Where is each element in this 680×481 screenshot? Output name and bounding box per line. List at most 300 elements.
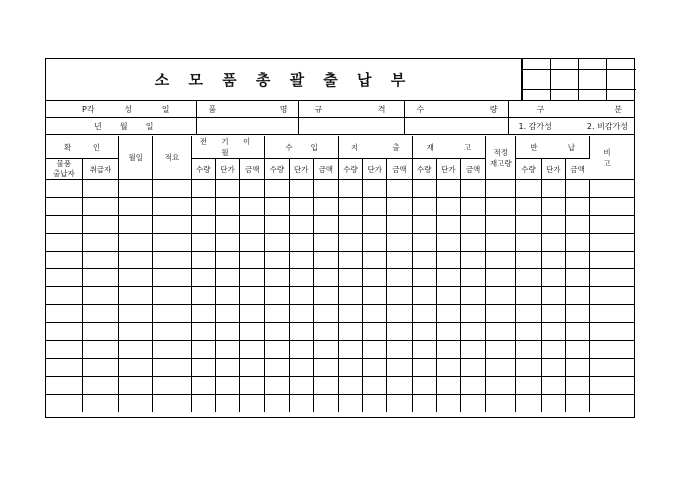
table-cell[interactable] [516,251,541,269]
table-cell[interactable] [289,376,313,394]
table-cell[interactable] [46,358,82,376]
table-cell[interactable] [338,233,362,251]
table-cell[interactable] [338,197,362,215]
table-cell[interactable] [460,233,485,251]
table-cell[interactable] [541,269,565,287]
table-cell[interactable] [191,394,215,412]
class-option-nondepreciable[interactable]: 2. 비감가성 [586,121,628,131]
table-cell[interactable] [215,305,239,323]
table-cell[interactable] [240,233,265,251]
table-cell[interactable] [590,233,634,251]
table-cell[interactable] [338,215,362,233]
qty-field[interactable] [404,118,508,135]
table-cell[interactable] [265,287,289,305]
table-cell[interactable] [82,215,118,233]
table-cell[interactable] [412,251,436,269]
table-cell[interactable] [436,269,460,287]
table-cell[interactable] [153,394,191,412]
table-cell[interactable] [46,323,82,341]
table-cell[interactable] [313,233,338,251]
table-cell[interactable] [486,376,516,394]
table-cell[interactable] [460,358,485,376]
table-cell[interactable] [119,394,153,412]
table-cell[interactable] [460,341,485,359]
table-cell[interactable] [590,394,634,412]
table-cell[interactable] [363,197,387,215]
table-cell[interactable] [215,215,239,233]
table-cell[interactable] [460,215,485,233]
item-field[interactable] [196,118,298,135]
table-cell[interactable] [215,376,239,394]
table-cell[interactable] [191,180,215,198]
table-cell[interactable] [265,376,289,394]
table-cell[interactable] [565,233,589,251]
table-cell[interactable] [541,215,565,233]
table-cell[interactable] [289,197,313,215]
table-cell[interactable] [46,394,82,412]
table-cell[interactable] [412,376,436,394]
table-cell[interactable] [46,197,82,215]
table-cell[interactable] [265,233,289,251]
table-cell[interactable] [338,287,362,305]
table-cell[interactable] [289,233,313,251]
table-cell[interactable] [153,180,191,198]
table-cell[interactable] [153,376,191,394]
table-cell[interactable] [590,287,634,305]
table-cell[interactable] [460,394,485,412]
approval-cell[interactable] [523,90,551,100]
table-cell[interactable] [215,323,239,341]
table-cell[interactable] [516,180,541,198]
approval-cell[interactable] [523,59,551,69]
table-cell[interactable] [516,323,541,341]
table-cell[interactable] [313,376,338,394]
table-cell[interactable] [313,305,338,323]
table-cell[interactable] [486,180,516,198]
table-cell[interactable] [541,305,565,323]
table-cell[interactable] [46,215,82,233]
ledger-form [45,58,635,418]
table-cell[interactable] [363,376,387,394]
table-cell[interactable] [46,180,82,198]
table-cell[interactable] [541,287,565,305]
table-cell[interactable] [412,269,436,287]
class-option-depreciable[interactable]: 1. 감가성 [518,121,552,131]
table-cell[interactable] [191,323,215,341]
table-cell[interactable] [541,180,565,198]
table-cell[interactable] [215,341,239,359]
table-cell[interactable] [82,358,118,376]
in-header [265,136,339,159]
table-cell[interactable] [541,197,565,215]
table-cell[interactable] [82,251,118,269]
table-cell[interactable] [565,341,589,359]
table-cell[interactable] [338,376,362,394]
table-cell[interactable] [313,215,338,233]
table-cell[interactable] [119,287,153,305]
table-cell[interactable] [486,269,516,287]
table-cell[interactable] [516,197,541,215]
table-cell[interactable] [215,287,239,305]
table-cell[interactable] [313,341,338,359]
table-cell[interactable] [289,358,313,376]
table-cell[interactable] [565,251,589,269]
table-cell[interactable] [412,215,436,233]
table-cell[interactable] [153,215,191,233]
table-cell[interactable] [412,358,436,376]
table-cell[interactable] [363,323,387,341]
table-cell[interactable] [338,251,362,269]
table-cell[interactable] [153,251,191,269]
table-cell[interactable] [338,341,362,359]
table-cell[interactable] [412,287,436,305]
table-cell[interactable] [436,251,460,269]
table-cell[interactable] [265,269,289,287]
table-cell[interactable] [240,323,265,341]
table-cell[interactable] [82,305,118,323]
table-cell[interactable] [516,233,541,251]
approval-cell[interactable] [551,59,579,69]
table-cell[interactable] [82,394,118,412]
table-cell[interactable] [289,251,313,269]
approval-cell[interactable] [607,59,636,69]
table-cell[interactable] [486,305,516,323]
table-cell[interactable] [338,394,362,412]
table-cell[interactable] [191,269,215,287]
table-cell[interactable] [541,323,565,341]
table-cell[interactable] [46,251,82,269]
approval-cell[interactable] [579,59,607,69]
table-cell[interactable] [436,305,460,323]
stock-header [412,136,486,159]
table-cell[interactable] [119,305,153,323]
table-cell[interactable] [215,251,239,269]
table-cell[interactable] [436,376,460,394]
table-cell[interactable] [240,269,265,287]
table-cell[interactable] [460,376,485,394]
table-cell[interactable] [265,394,289,412]
table-cell[interactable] [215,180,239,198]
table-cell[interactable] [590,323,634,341]
table-cell[interactable] [363,358,387,376]
approval-cell[interactable] [607,90,636,100]
table-cell[interactable] [82,376,118,394]
table-cell[interactable] [516,305,541,323]
table-cell[interactable] [46,287,82,305]
table-cell[interactable] [119,323,153,341]
table-cell[interactable] [460,251,485,269]
table-cell[interactable] [82,269,118,287]
table-cell[interactable] [313,287,338,305]
table-cell[interactable] [412,233,436,251]
table-cell[interactable] [240,251,265,269]
table-cell[interactable] [240,215,265,233]
table-cell[interactable] [191,215,215,233]
table-cell[interactable] [289,323,313,341]
table-cell[interactable] [565,394,589,412]
table-cell[interactable] [565,287,589,305]
table-cell[interactable] [46,305,82,323]
table-cell[interactable] [215,233,239,251]
table-row [46,215,634,233]
table-cell[interactable] [590,215,634,233]
table-cell[interactable] [191,376,215,394]
table-row [46,233,634,251]
table-cell[interactable] [265,341,289,359]
table-cell[interactable] [82,323,118,341]
table-cell[interactable] [460,323,485,341]
table-cell[interactable] [412,197,436,215]
table-cell[interactable] [363,233,387,251]
table-cell[interactable] [313,358,338,376]
table-cell[interactable] [565,376,589,394]
carry-price-header: 단가 [215,159,239,180]
table-cell[interactable] [460,305,485,323]
table-cell[interactable] [436,180,460,198]
table-cell[interactable] [82,180,118,198]
table-cell[interactable] [436,215,460,233]
table-cell[interactable] [565,215,589,233]
table-cell[interactable] [565,358,589,376]
table-cell[interactable] [313,269,338,287]
return-qty-header: 수량 [516,159,541,180]
approval-cell[interactable] [551,69,579,90]
table-cell[interactable] [82,233,118,251]
table-cell[interactable] [313,251,338,269]
table-cell[interactable] [240,341,265,359]
table-cell[interactable] [191,251,215,269]
table-cell[interactable] [387,180,412,198]
table-cell[interactable] [338,305,362,323]
table-cell[interactable] [486,341,516,359]
table-cell[interactable] [313,197,338,215]
table-cell[interactable] [516,394,541,412]
table-cell[interactable] [119,233,153,251]
table-cell[interactable] [436,287,460,305]
table-cell[interactable] [119,341,153,359]
table-cell[interactable] [363,305,387,323]
table-cell[interactable] [565,305,589,323]
table-cell[interactable] [338,180,362,198]
table-cell[interactable] [590,197,634,215]
table-cell[interactable] [363,215,387,233]
table-cell[interactable] [191,358,215,376]
table-cell[interactable] [460,269,485,287]
table-cell[interactable] [265,358,289,376]
table-cell[interactable] [119,215,153,233]
table-cell[interactable] [590,269,634,287]
table-cell[interactable] [338,323,362,341]
out-qty-header: 수량 [338,159,362,180]
table-cell[interactable] [153,233,191,251]
table-cell[interactable] [240,358,265,376]
table-cell[interactable] [46,376,82,394]
info-table [46,100,634,135]
table-cell[interactable] [363,251,387,269]
table-cell[interactable] [363,341,387,359]
table-cell[interactable] [265,197,289,215]
table-cell[interactable] [486,251,516,269]
table-cell[interactable] [541,233,565,251]
table-cell[interactable] [289,394,313,412]
table-cell[interactable] [240,197,265,215]
table-cell[interactable] [516,269,541,287]
table-cell[interactable] [565,323,589,341]
table-cell[interactable] [338,269,362,287]
table-cell[interactable] [436,233,460,251]
table-cell[interactable] [240,376,265,394]
table-cell[interactable] [387,287,412,305]
table-cell[interactable] [363,287,387,305]
table-cell[interactable] [590,251,634,269]
table-cell[interactable] [119,269,153,287]
table-cell[interactable] [215,197,239,215]
table-cell[interactable] [119,376,153,394]
table-cell[interactable] [215,269,239,287]
table-cell[interactable] [265,215,289,233]
table-cell[interactable] [590,305,634,323]
table-cell[interactable] [412,323,436,341]
table-cell[interactable] [516,287,541,305]
table-cell[interactable] [387,323,412,341]
table-cell[interactable] [412,180,436,198]
table-cell[interactable] [460,197,485,215]
table-cell[interactable] [565,269,589,287]
table-cell[interactable] [215,358,239,376]
table-cell[interactable] [191,305,215,323]
table-cell[interactable] [289,215,313,233]
table-cell[interactable] [153,323,191,341]
table-cell[interactable] [240,180,265,198]
table-cell[interactable] [265,323,289,341]
approval-cell[interactable] [607,69,636,90]
table-cell[interactable] [436,341,460,359]
table-cell[interactable] [565,197,589,215]
table-cell[interactable] [486,358,516,376]
approval-cell[interactable] [579,90,607,100]
table-cell[interactable] [363,180,387,198]
table-cell[interactable] [387,197,412,215]
table-cell[interactable] [387,341,412,359]
table-cell[interactable] [153,358,191,376]
table-cell[interactable] [436,197,460,215]
table-cell[interactable] [119,358,153,376]
approval-cell[interactable] [579,69,607,90]
table-cell[interactable] [240,287,265,305]
table-cell[interactable] [412,394,436,412]
table-cell[interactable] [82,341,118,359]
table-cell[interactable] [486,215,516,233]
table-cell[interactable] [82,287,118,305]
table-cell[interactable] [541,394,565,412]
table-cell[interactable] [565,180,589,198]
table-cell[interactable] [119,180,153,198]
table-cell[interactable] [240,305,265,323]
spec-field[interactable] [298,118,404,135]
table-cell[interactable] [338,358,362,376]
table-cell[interactable] [387,251,412,269]
table-cell[interactable] [436,358,460,376]
table-cell[interactable] [289,341,313,359]
table-cell[interactable] [590,376,634,394]
table-cell[interactable] [590,341,634,359]
table-cell[interactable] [387,394,412,412]
table-cell[interactable] [82,197,118,215]
table-cell[interactable] [289,269,313,287]
table-cell[interactable] [265,251,289,269]
table-cell[interactable] [119,197,153,215]
table-cell[interactable] [363,269,387,287]
table-cell[interactable] [460,180,485,198]
table-cell[interactable] [486,323,516,341]
table-cell[interactable] [541,341,565,359]
table-cell[interactable] [412,341,436,359]
table-cell[interactable] [516,358,541,376]
table-cell[interactable] [265,180,289,198]
table-cell[interactable] [289,287,313,305]
table-cell[interactable] [153,341,191,359]
table-cell[interactable] [436,394,460,412]
table-cell[interactable] [516,376,541,394]
table-cell[interactable] [313,323,338,341]
table-cell[interactable] [387,215,412,233]
table-cell[interactable] [486,197,516,215]
table-cell[interactable] [153,197,191,215]
table-cell[interactable] [191,341,215,359]
table-cell[interactable] [541,376,565,394]
table-cell[interactable] [46,269,82,287]
table-cell[interactable] [590,358,634,376]
table-cell[interactable] [191,197,215,215]
table-cell[interactable] [436,323,460,341]
table-cell[interactable] [215,394,239,412]
table-cell[interactable] [516,341,541,359]
table-cell[interactable] [153,287,191,305]
table-cell[interactable] [363,394,387,412]
table-cell[interactable] [191,287,215,305]
table-cell[interactable] [153,269,191,287]
table-cell[interactable] [46,341,82,359]
table-cell[interactable] [387,233,412,251]
table-cell[interactable] [387,358,412,376]
table-cell[interactable] [541,251,565,269]
table-cell[interactable] [265,305,289,323]
table-cell[interactable] [46,233,82,251]
table-cell[interactable] [119,251,153,269]
table-cell[interactable] [387,376,412,394]
table-cell[interactable] [486,287,516,305]
table-cell[interactable] [153,305,191,323]
table-cell[interactable] [313,394,338,412]
table-cell[interactable] [289,180,313,198]
table-cell[interactable] [516,215,541,233]
table-cell[interactable] [412,305,436,323]
table-cell[interactable] [541,358,565,376]
approval-cell[interactable] [551,90,579,100]
table-cell[interactable] [240,394,265,412]
table-cell[interactable] [313,180,338,198]
table-cell[interactable] [460,287,485,305]
table-cell[interactable] [191,233,215,251]
table-cell[interactable] [387,269,412,287]
stock-qty-header: 수량 [412,159,436,180]
table-cell[interactable] [387,305,412,323]
table-cell[interactable] [486,394,516,412]
table-cell[interactable] [289,305,313,323]
approval-cell[interactable] [523,69,551,90]
table-cell[interactable] [590,180,634,198]
table-cell[interactable] [486,233,516,251]
